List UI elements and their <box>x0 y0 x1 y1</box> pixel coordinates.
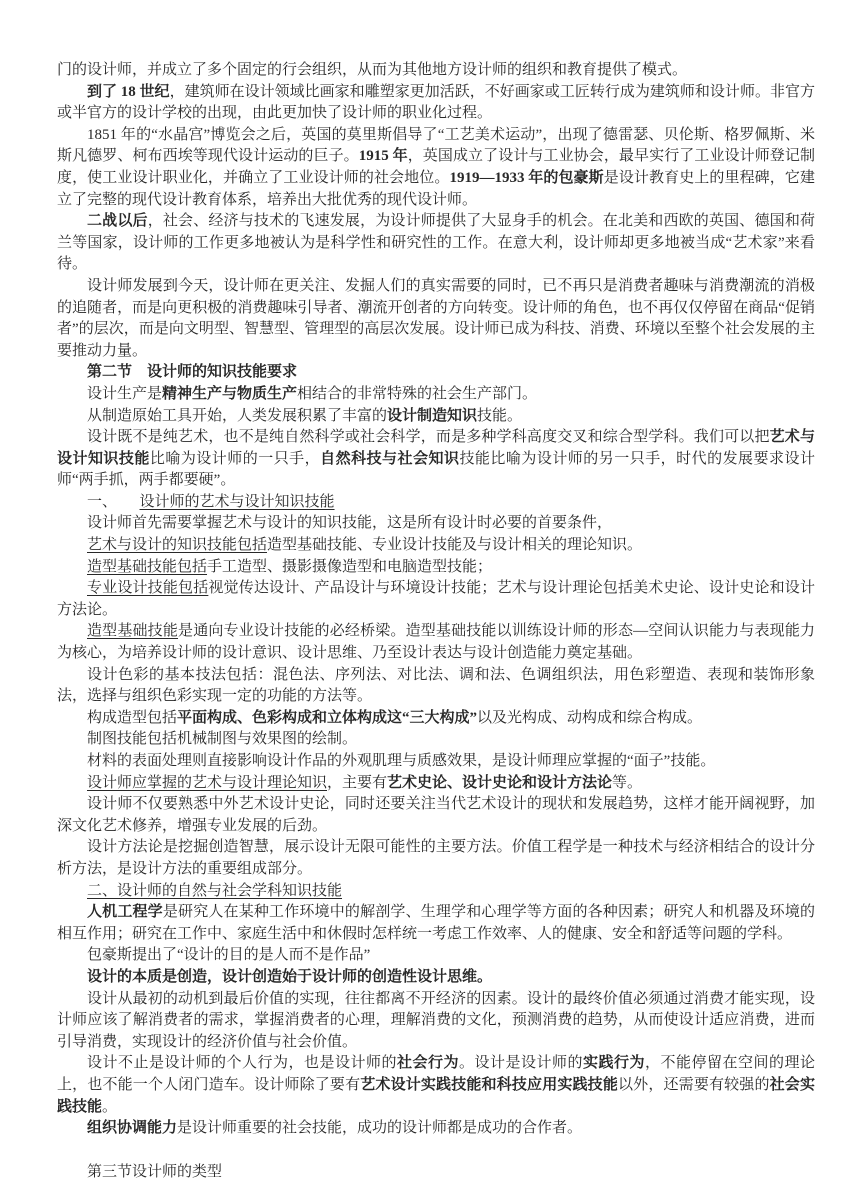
paragraph <box>57 1118 815 1140</box>
text-run: 相结合的非常特殊的社会生产部门。 <box>297 385 538 402</box>
paragraph <box>57 708 815 730</box>
text-run: 设计从最初的动机到最后价值的实现，往往都离不开经济的因素。设计的最终价值必须通过消费才能实现，设计师应该了解消费者的需求，掌握消费者的心理，理解消费的文化，预测消费的趋势，从而使设计适应消费，进而引导消费，实现设计的经济价值与社会价值。 <box>57 990 815 1050</box>
text-run: 设计制造知识 <box>387 407 478 424</box>
text-run: 设计既不是纯艺术，也不是纯自然科学或社会科学，而是多种学科高度交叉和综合型学科。我们可以把 <box>87 429 770 446</box>
text-run: 。设计是设计师的 <box>458 1055 583 1072</box>
paragraph <box>57 384 815 406</box>
text-run: 设计师应掌握的艺术与设计理论知识 <box>87 774 328 791</box>
document-body <box>57 60 815 1183</box>
paragraph <box>57 82 815 125</box>
text-run: 构成造型包括 <box>87 709 178 726</box>
text-run: 设计不止是设计师的个人行为，也是设计师的 <box>87 1055 397 1072</box>
paragraph <box>57 989 815 1054</box>
paragraph <box>57 557 815 579</box>
text-run: 社会实践技能 <box>57 1076 815 1115</box>
text-run: 1915 年 <box>358 148 408 165</box>
text-run: 1851 年的“水晶宫”博览会之后，英国的莫里斯倡导了“工艺美术运动”，出现了德雷瑟、贝伦斯、格罗佩斯、米斯凡德罗、柯布西埃等现代设计运动的巨子。 <box>57 126 815 165</box>
paragraph <box>57 837 815 880</box>
text-run: 到了 18 世纪 <box>87 83 170 100</box>
text-run: 设计师不仅要熟悉中外艺术设计史论，同时还要关注当代艺术设计的现状和发展趋势，这样才能开阔视野，加深文化艺术修养，增强专业发展的后劲。 <box>57 796 815 834</box>
text-run: ，社会、经济与技术的飞速发展，为设计师提供了大显身手的机会。在北美和西欧的英国、德国和荷兰等国家，设计师的工作更多地被认为是科学性和研究性的工作。在意大利，设计师却更多地被当成“艺术家”来看待。 <box>57 213 815 273</box>
paragraph <box>57 773 815 795</box>
text-run: 第二节 设计师的知识技能要求 <box>87 364 298 381</box>
paragraph <box>57 125 815 211</box>
text-run: 比喻为设计师的一只手， <box>149 450 321 467</box>
text-run: 实践行为 <box>582 1055 645 1072</box>
text-run: 。 <box>102 1098 118 1115</box>
text-run: ，英国成立了设计与工业协会，最早实行了工业设计师登记制度，使工业设计职业化，并确立了工业设计师的社会地位。 <box>57 148 815 186</box>
text-run: 设计生产是 <box>87 385 163 402</box>
text-run: 组织协调能力 <box>87 1120 178 1137</box>
text-run: 社会行为 <box>396 1055 459 1072</box>
text-run: 技能。 <box>477 407 523 424</box>
text-run: 平面构成、色彩构成和立体构成这“三大构成” <box>177 709 478 726</box>
text-run: 是研究人在某种工作环境中的解剖学、生理学和心理学等方面的各种因素；研究人和机器及环境的相互作用；研究在工作中、家庭生活中和休假时怎样统一考虑工作效率、人的健康、安全和舒适等问题的学科。 <box>57 904 815 942</box>
text-run: 从制造原始工具开始，人类发展积累了丰富的 <box>87 407 388 424</box>
text-run: 艺术与设计的知识技能包括 <box>87 537 268 554</box>
text-run: 以及光构成、动构成和综合构成。 <box>477 709 703 726</box>
paragraph <box>57 967 815 989</box>
paragraph <box>57 902 815 945</box>
text-run: 人机工程学 <box>87 904 163 921</box>
paragraph <box>57 881 815 903</box>
text-run: 以外，还需要有较强的 <box>618 1076 770 1093</box>
text-run: 制图技能包括机械制图与效果图的绘制。 <box>87 731 358 748</box>
text-run: 设计的本质是创造，设计创造始于设计师的创造性设计思维。 <box>87 968 493 985</box>
paragraph <box>57 794 815 837</box>
text-run: 造型基础技能 <box>87 623 179 640</box>
paragraph <box>57 578 815 621</box>
text-run: 第三节设计师的类型 <box>87 1163 223 1180</box>
paragraph <box>57 276 815 362</box>
paragraph <box>57 665 815 708</box>
paragraph <box>57 362 815 384</box>
text-run: 1919—1933 年的包豪斯 <box>449 169 604 186</box>
paragraph <box>57 406 815 428</box>
text-run: 设计师发展到今天，设计师在更关注、发掘人们的真实需要的同时，已不再只是消费者趣味与消费潮流的消极的追随者，而是向更积极的消费趣味引导者、潮流开创者的方向转变。设计师的角色，也不再仅仅停留在商品“促销者”的层次，而是向文明型、智慧型、管理型的高层次发展。设计师已成为科技、消费、环境以至整个社会发展的主要推动力量。 <box>57 277 815 359</box>
paragraph <box>57 60 815 82</box>
text-run: 包豪斯提出了“设计的目的是人而不是作品” <box>87 947 371 964</box>
text-run: ，不能停留在空间的理论上，也不能一个人闭门造车。设计师除了要有 <box>57 1055 815 1093</box>
paragraph <box>57 1053 815 1118</box>
text-run: 艺术设计实践技能和科技应用实践技能 <box>360 1076 619 1093</box>
paragraph <box>57 211 815 276</box>
paragraph <box>57 945 815 967</box>
text-run: 视觉传达设计、产品设计与环境设计技能；艺术与设计理论包括美术史论、设计史论和设计方法论。 <box>57 580 815 618</box>
text-run: ，建筑师在设计领域比画家和雕塑家更加活跃，不好画家或工匠转行成为建筑师和设计师。非官方或半官方的设计学校的出现，由此更加快了设计师的职业化过程。 <box>57 83 815 122</box>
text-run: 是设计师重要的社会技能，成功的设计师都是成功的合作者。 <box>177 1120 583 1137</box>
text-run: 设计色彩的基本技法包括：混色法、序列法、对比法、调和法、色调组织法，用色彩塑造、表现和装饰形象法，选择与组织色彩实现一定的功能的方法等。 <box>57 666 815 705</box>
text-run: 材料的表面处理则直接影响设计作品的外观肌理与质感效果，是设计师理应掌握的“面子”技能。 <box>87 753 716 769</box>
text-run: 二、设计师的自然与社会学科知识技能 <box>87 882 343 899</box>
text-run: 设计方法论是挖掘创造智慧，展示设计无限可能性的主要方法。价值工程学是一种技术与经济相结合的设计分析方法，是设计方法的重要组成部分。 <box>57 839 815 877</box>
text-run: 门的设计师，并成立了多个固定的行会组织，从而为其他地方设计师的组织和教育提供了模式。 <box>57 62 688 78</box>
text-run: 设计师的艺术与设计知识技能 <box>139 493 335 510</box>
text-run: 精神生产与物质生产 <box>162 385 298 402</box>
text-run: 二战以后 <box>87 213 148 230</box>
paragraph <box>57 535 815 557</box>
paragraph <box>57 1162 815 1184</box>
text-run: 艺术与设计知识技能 <box>57 429 815 467</box>
paragraph <box>57 427 815 492</box>
paragraph <box>57 729 815 751</box>
text-run: ，主要有 <box>327 774 388 791</box>
text-run: 技能比喻为设计师的另一只手，时代的发展要求设计师“两手抓，两手都要硬”。 <box>57 450 815 489</box>
text-run: 造型基础技能包括 <box>87 558 208 575</box>
text-run: 是设计教育史上的里程碑，它建立了完整的现代设计教育体系，培养出大批优秀的现代设计师。 <box>57 169 815 208</box>
paragraph <box>57 621 815 664</box>
text-run: 造型基础技能、专业设计技能及与设计相关的理论知识。 <box>267 537 643 554</box>
text-run: 自然科技与社会知识 <box>320 450 460 467</box>
paragraph <box>57 492 815 514</box>
paragraph <box>57 513 815 535</box>
text-run: 设计师首先需要掌握艺术与设计的知识技能，这是所有设计时必要的首要条件， <box>87 515 613 532</box>
text-run: 手工造型、摄影摄像造型和电脑造型技能； <box>207 558 493 575</box>
text-run: 是通向专业设计技能的必经桥梁。造型基础技能以训练设计师的形态—空间认识能力与表现能力为核心，为培养设计师的设计意识、设计思维、乃至设计表达与设计创造能力奠定基础。 <box>57 623 815 662</box>
text-run: 艺术史论、设计史论和设计方法论 <box>387 774 613 791</box>
text-run: 专业设计技能包括 <box>87 580 209 597</box>
text-run: 等。 <box>612 774 643 791</box>
text-run: 一、 <box>87 493 140 510</box>
paragraph <box>57 751 815 773</box>
